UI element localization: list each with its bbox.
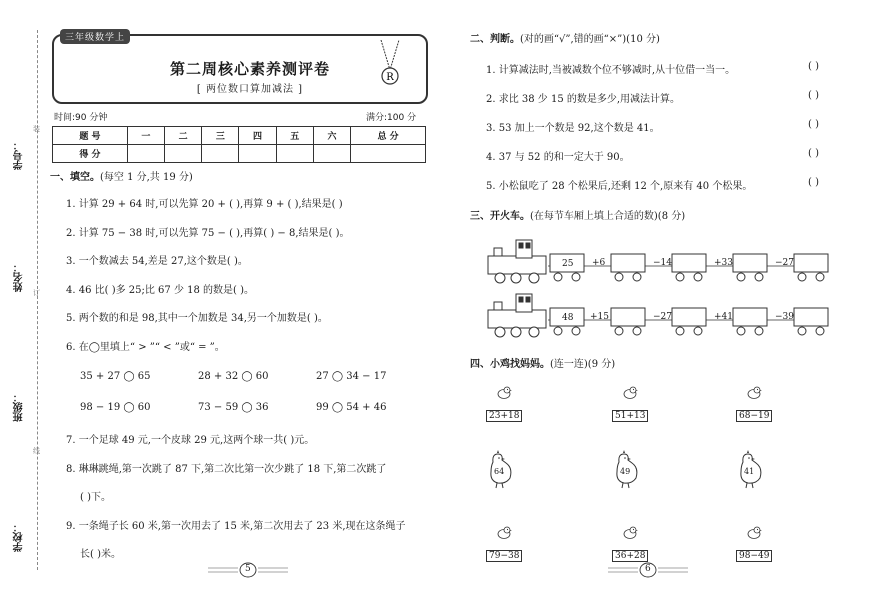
train-car: [733, 254, 767, 272]
judge-item-4: 4. 37 与 52 的和一定大于 90。: [486, 152, 630, 163]
chick-icon: [622, 525, 638, 539]
train-wheel: [554, 327, 562, 335]
section3-heading: [470, 207, 685, 222]
score-cell[interactable]: [127, 145, 164, 163]
hen-number: 64: [494, 467, 505, 476]
score-table: [52, 126, 426, 163]
section4-title: 四、小鸡找妈妈。: [470, 359, 550, 370]
page-number-5: [208, 562, 288, 584]
train-1: [486, 234, 836, 286]
chick-expression: 36+28: [612, 550, 648, 562]
score-cell[interactable]: [351, 145, 426, 163]
chick-icon: [496, 525, 512, 539]
judge-item-2: 2. 求比 38 少 15 的数是多少,用减法计算。: [486, 94, 681, 105]
train-car: [611, 308, 645, 326]
cut-mark: 装: [33, 125, 40, 133]
hen-2[interactable]: [612, 450, 642, 490]
hen-1[interactable]: [486, 450, 516, 490]
hen-number: 41: [744, 467, 755, 476]
page-title: 第二周核心素养测评卷: [169, 60, 330, 78]
train-car: [794, 308, 828, 326]
judge-item-5: 5. 小松鼠吃了 28 个松果后,还剩 12 个,原来有 40 个松果。: [486, 181, 753, 192]
train-wheel: [816, 327, 824, 335]
table-cell: 六: [313, 127, 350, 145]
medal-icon: [378, 40, 402, 90]
compare-item: 73 − 59 ◯ 36: [198, 402, 269, 413]
section1-note: (每空 1 分,共 19 分): [100, 172, 193, 183]
chick-icon: [496, 385, 512, 399]
compare-item: 27 ◯ 34 − 17: [316, 371, 387, 382]
question-3: 3. 一个数减去 54,差是 27,这个数是( )。: [66, 256, 248, 267]
train-wheel: [755, 327, 763, 335]
section4-heading: [470, 355, 615, 370]
question-8: 8. 琳琳跳绳,第一次跳了 87 下,第二次比第一次少跳了 18 下,第二次跳了: [66, 464, 387, 475]
chick-bottom-1[interactable]: [486, 524, 522, 562]
page-number-6: [608, 562, 688, 584]
answer-box[interactable]: ( ): [808, 61, 819, 72]
chick-expression: 68−19: [736, 410, 772, 422]
car-operator: +6: [592, 258, 606, 268]
train-wheel: [798, 327, 806, 335]
train-wheel: [694, 327, 702, 335]
chick-bottom-2[interactable]: [612, 524, 648, 562]
cut-mark: 线: [33, 447, 40, 455]
answer-box[interactable]: ( ): [808, 148, 819, 159]
car-operator: −39: [775, 312, 794, 322]
chick-top-1[interactable]: [486, 384, 522, 422]
section1-heading: [50, 168, 193, 183]
train-wheel: [615, 327, 623, 335]
score-cell[interactable]: [239, 145, 276, 163]
question-2: 2. 计算 75 − 38 时,可以先算 75 − ( ),再算( ) − 8,结果是( )。: [66, 228, 350, 239]
compare-item: 99 ◯ 54 + 46: [316, 402, 387, 413]
question-7: 7. 一个足球 49 元,一个皮球 29 元,这两个球一共( )元。: [66, 435, 315, 446]
cut-line: [37, 30, 38, 570]
car-operator: −14: [653, 258, 672, 268]
train-wheel: [816, 273, 824, 281]
class-label: 班级：: [14, 392, 25, 422]
question-8-cont: ( )下。: [80, 492, 111, 503]
locomotive-icon: [488, 240, 546, 283]
grade-tab: 三年级数学上: [60, 29, 130, 44]
table-cell: 题 号: [53, 127, 128, 145]
hen-3[interactable]: [736, 450, 766, 490]
train-wheel: [615, 273, 623, 281]
chick-top-2[interactable]: [612, 384, 648, 422]
section4-note: (连一连)(9 分): [550, 359, 616, 370]
compare-item: 35 + 27 ◯ 65: [80, 371, 151, 382]
score-cell[interactable]: [165, 145, 202, 163]
table-cell: 得 分: [53, 145, 128, 163]
chick-bottom-3[interactable]: [736, 524, 772, 562]
question-1: 1. 计算 29 + 64 时,可以先算 20 + ( ),再算 9 + ( ),结果是( ): [66, 199, 343, 210]
table-cell: 四: [239, 127, 276, 145]
binding-margin: [0, 0, 40, 591]
car-operator: +15: [590, 312, 609, 322]
cut-mark: 订: [33, 289, 40, 297]
name-label: 姓名：: [14, 262, 25, 292]
car-operator: −27: [653, 312, 672, 322]
chick-expression: 51+13: [612, 410, 648, 422]
chick-icon: [746, 385, 762, 399]
hen-number: 49: [620, 467, 631, 476]
chick-expression: 98−49: [736, 550, 772, 562]
train-car: [733, 308, 767, 326]
judge-item-1: 1. 计算减法时,当被减数个位不够减时,从十位借一当一。: [486, 65, 736, 76]
train-wheel: [676, 273, 684, 281]
score-cell[interactable]: [276, 145, 313, 163]
train-wheel: [755, 273, 763, 281]
train-car: [794, 254, 828, 272]
question-5: 5. 两个数的和是 98,其中一个加数是 34,另一个加数是( )。: [66, 313, 328, 324]
score-cell[interactable]: [313, 145, 350, 163]
train-wheel: [798, 273, 806, 281]
compare-item: 98 − 19 ◯ 60: [80, 402, 151, 413]
answer-box[interactable]: ( ): [808, 119, 819, 130]
compare-item: 28 + 32 ◯ 60: [198, 371, 269, 382]
train-car: [611, 254, 645, 272]
page-subtitle: [ 两位数口算加减法 ]: [196, 84, 304, 95]
question-4: 4. 46 比( )多 25;比 67 少 18 的数是( )。: [66, 285, 255, 296]
table-row: [53, 127, 426, 145]
page-number: 5: [245, 564, 251, 574]
question-9-cont: 长( )米。: [80, 549, 121, 560]
train-wheel: [633, 273, 641, 281]
car-number: 25: [562, 259, 574, 269]
train-wheel: [633, 327, 641, 335]
question-9: 9. 一条绳子长 60 米,第一次用去了 15 米,第二次用去了 23 米,现在这条绳子: [66, 521, 406, 532]
section2-title: 二、判断。: [470, 34, 520, 45]
train-wheel: [572, 273, 580, 281]
train-wheel: [737, 327, 745, 335]
chick-top-3[interactable]: [736, 384, 772, 422]
time-limit: 时间:90 分钟: [54, 113, 108, 123]
train-car: [672, 254, 706, 272]
medal-letter: R: [386, 72, 394, 83]
question-6: 6. 在◯里填上“ > ”“ < ”或“ = ”。: [66, 342, 225, 353]
car-operator: +33: [714, 258, 733, 268]
train-wheel: [694, 273, 702, 281]
table-cell: 三: [202, 127, 239, 145]
school-label: 学校：: [14, 522, 25, 552]
car-operator: −27: [775, 258, 794, 268]
section2-heading: [470, 30, 660, 45]
answer-box[interactable]: ( ): [808, 90, 819, 101]
car-operator: +41: [714, 312, 733, 322]
full-score: 满分:100 分: [366, 113, 417, 123]
train-2: [486, 288, 836, 340]
table-row: [53, 145, 426, 163]
section3-title: 三、开火车。: [470, 211, 530, 222]
table-cell: 五: [276, 127, 313, 145]
judge-item-3: 3. 53 加上一个数是 92,这个数是 41。: [486, 123, 660, 134]
section3-note: (在每节车厢上填上合适的数)(8 分): [530, 211, 686, 222]
chick-icon: [746, 525, 762, 539]
train-wheel: [554, 273, 562, 281]
chick-expression: 23+18: [486, 410, 522, 422]
car-number: 48: [562, 313, 574, 323]
table-cell: 一: [127, 127, 164, 145]
train-wheel: [737, 273, 745, 281]
train-wheel: [676, 327, 684, 335]
score-cell[interactable]: [202, 145, 239, 163]
locomotive-icon: [488, 294, 546, 337]
table-cell: 二: [165, 127, 202, 145]
chick-expression: 79−38: [486, 550, 522, 562]
table-cell: 总 分: [351, 127, 426, 145]
section2-note: (对的画“√”,错的画“×”)(10 分): [520, 34, 660, 45]
train-wheel: [572, 327, 580, 335]
answer-box[interactable]: ( ): [808, 177, 819, 188]
student-id-label: 学号：: [14, 140, 25, 170]
chick-icon: [622, 385, 638, 399]
train-car: [672, 308, 706, 326]
page-number: 6: [645, 564, 651, 574]
section1-title: 一、填空。: [50, 172, 100, 183]
